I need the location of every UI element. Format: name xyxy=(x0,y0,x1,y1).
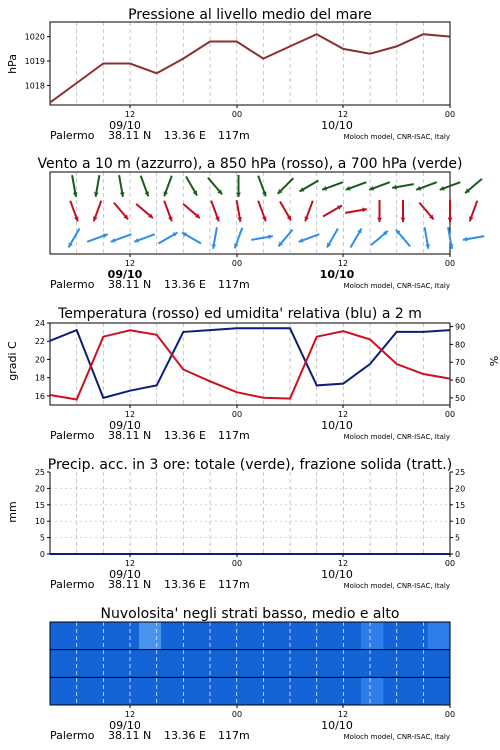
temperature-credit-label: Moloch model, CNR-ISAC, Italy xyxy=(343,433,450,441)
precip-ytick-label: 10 xyxy=(34,517,45,527)
precip-title: Precip. acc. in 3 ore: totale (verde), frazione solida (tratt.) xyxy=(47,457,453,473)
wind-title: Vento a 10 m (azzurro), a 850 hPa (rosso), a 700 hPa (verde) xyxy=(37,156,463,172)
precip-ytick-label-right: 10 xyxy=(455,517,466,527)
temperature-xtick-label: 12 xyxy=(337,410,349,419)
temperature-ytick-label: 18 xyxy=(34,373,45,383)
temperature-ytick-label: 24 xyxy=(34,319,45,328)
cloud-station-label: Palermo xyxy=(50,729,95,742)
humidity-series-line xyxy=(50,328,450,398)
precip-xtick-label: 00 xyxy=(444,559,456,568)
wind-arrow-850hPa-head xyxy=(448,218,453,222)
wind-date-label: 10/10 xyxy=(319,268,355,281)
wind-station-label: Palermo xyxy=(50,278,95,291)
precip-ytick-label: 20 xyxy=(34,484,45,494)
temperature-ytick-label: 22 xyxy=(34,337,45,347)
wind-lat-label: 38.11 N xyxy=(108,278,152,291)
temperature-lon-label: 13.36 E xyxy=(164,429,206,442)
temperature-title: Temperatura (rosso) ed umidita' relativa (blu) a 2 m xyxy=(58,306,422,322)
wind-xtick-label: 12 xyxy=(337,259,349,268)
temperature-ylabel: gradi C xyxy=(6,341,19,381)
precip-credit-label: Moloch model, CNR-ISAC, Italy xyxy=(343,582,450,590)
pressure-series-line xyxy=(50,34,450,102)
pressure-station-label: Palermo xyxy=(50,129,95,142)
temperature-lat-label: 38.11 N xyxy=(108,429,152,442)
humidity-ytick-label: 60 xyxy=(455,376,466,386)
humidity-ytick-label: 50 xyxy=(455,393,466,403)
pressure-elevation-label: 117m xyxy=(218,129,250,142)
cloud-cell xyxy=(361,622,383,650)
cloud-xtick-label: 12 xyxy=(337,710,349,719)
temperature-ytick-label: 16 xyxy=(34,391,45,401)
precip-ytick-label-right: 25 xyxy=(455,468,466,477)
cloud-date-label: 10/10 xyxy=(321,719,353,732)
temperature-ytick-label: 20 xyxy=(34,355,45,365)
cloud-cell xyxy=(139,622,161,650)
cloud-xtick-label: 12 xyxy=(124,710,136,719)
precip-ytick-label-right: 20 xyxy=(455,484,466,494)
wind-arrow-850hPa-head xyxy=(377,218,382,222)
temperature-elevation-label: 117m xyxy=(218,429,250,442)
pressure-title: Pressione al livello medio del mare xyxy=(128,7,372,23)
precip-station-label: Palermo xyxy=(50,578,95,591)
temperature-xtick-label: 00 xyxy=(231,410,243,419)
pressure-date-label: 10/10 xyxy=(321,119,353,132)
pressure-ylabel: hPa xyxy=(6,54,19,74)
pressure-ytick-label: 1018 xyxy=(24,81,45,91)
precip-ytick-label-right: 0 xyxy=(455,550,461,559)
precip-xtick-label: 00 xyxy=(231,559,243,568)
pressure-xtick-label: 12 xyxy=(337,110,349,119)
precip-ytick-label: 0 xyxy=(39,550,45,559)
cloud-lat-label: 38.11 N xyxy=(108,729,152,742)
wind-credit-label: Moloch model, CNR-ISAC, Italy xyxy=(343,282,450,290)
precip-date-label: 09/10 xyxy=(109,568,141,581)
cloud-background xyxy=(50,622,450,705)
pressure-xtick-label: 00 xyxy=(444,110,456,119)
cloud-lon-label: 13.36 E xyxy=(164,729,206,742)
temperature-date-label: 09/10 xyxy=(109,419,141,432)
humidity-ytick-label: 80 xyxy=(455,340,466,350)
precip-xtick-label: 12 xyxy=(124,559,136,568)
cloud-xtick-label: 00 xyxy=(231,710,243,719)
cloud-cell xyxy=(428,622,450,650)
pressure-date-label: 09/10 xyxy=(109,119,141,132)
wind-arrow-850hPa-head xyxy=(401,218,406,222)
cloud-xtick-label: 00 xyxy=(444,710,456,719)
wind-date-label: 09/10 xyxy=(107,268,143,281)
panels-layer xyxy=(25,22,485,742)
pressure-ytick-label: 1019 xyxy=(24,57,45,67)
precip-date-label: 10/10 xyxy=(321,568,353,581)
wind-xtick-label: 00 xyxy=(231,259,243,268)
precip-lat-label: 38.11 N xyxy=(108,578,152,591)
precip-elevation-label: 117m xyxy=(218,578,250,591)
precip-lon-label: 13.36 E xyxy=(164,578,206,591)
cloud-title: Nuvolosita' negli strati basso, medio e alto xyxy=(100,606,400,622)
cloud-credit-label: Moloch model, CNR-ISAC, Italy xyxy=(343,733,450,741)
temperature-date-label: 10/10 xyxy=(321,419,353,432)
temperature-xtick-label: 00 xyxy=(444,410,456,419)
pressure-xtick-label: 12 xyxy=(124,110,136,119)
precip-xtick-label: 12 xyxy=(337,559,349,568)
temperature-station-label: Palermo xyxy=(50,429,95,442)
wind-xtick-label: 12 xyxy=(124,259,136,268)
humidity-ytick-label: 70 xyxy=(455,358,466,368)
pressure-lat-label: 38.11 N xyxy=(108,129,152,142)
pressure-xtick-label: 00 xyxy=(231,110,243,119)
cloud-cell xyxy=(361,677,383,705)
precip-ytick-label-right: 15 xyxy=(455,500,466,510)
wind-xtick-label: 00 xyxy=(444,259,456,268)
pressure-lon-label: 13.36 E xyxy=(164,129,206,142)
precip-ytick-label: 5 xyxy=(39,533,45,543)
wind-lon-label: 13.36 E xyxy=(164,278,206,291)
precip-ytick-label: 25 xyxy=(34,468,45,477)
temperature-xtick-label: 12 xyxy=(124,410,136,419)
precip-ytick-label-right: 5 xyxy=(455,533,461,543)
wind-frame xyxy=(50,172,450,254)
wind-elevation-label: 117m xyxy=(218,278,250,291)
humidity-ytick-label: 90 xyxy=(455,322,466,332)
pressure-credit-label: Moloch model, CNR-ISAC, Italy xyxy=(343,133,450,141)
cloud-elevation-label: 117m xyxy=(218,729,250,742)
pressure-ytick-label: 1020 xyxy=(24,32,45,42)
precip-ylabel: mm xyxy=(6,501,19,523)
humidity-ylabel: % xyxy=(487,355,500,367)
cloud-date-label: 09/10 xyxy=(109,719,141,732)
precip-ytick-label: 15 xyxy=(34,500,45,510)
